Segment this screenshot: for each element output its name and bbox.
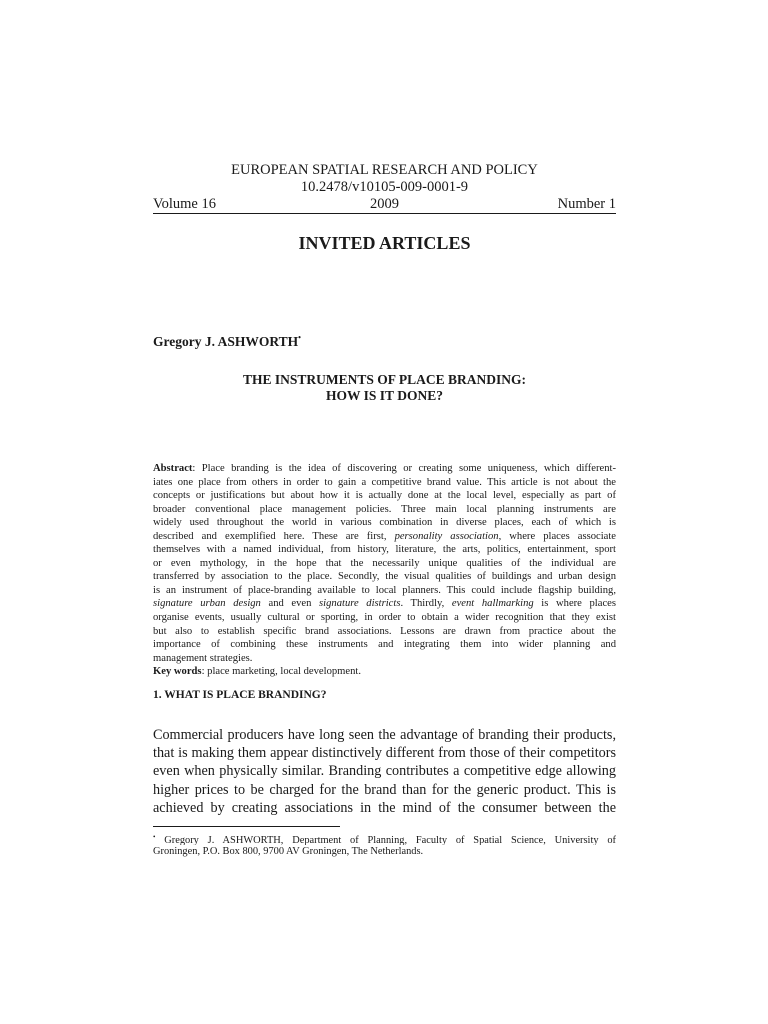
abstract-label: Abstract bbox=[153, 463, 193, 474]
abstract-italic-term: event hallmarking bbox=[451, 598, 534, 610]
keywords-text: : place marketing, local development. bbox=[201, 666, 361, 678]
abstract-line bbox=[153, 625, 616, 639]
section-heading: 1. WHAT IS PLACE BRANDING? bbox=[153, 689, 327, 701]
abstract-line bbox=[153, 597, 616, 611]
footnote-line bbox=[153, 831, 616, 845]
section-title: INVITED ARTICLES bbox=[298, 233, 471, 253]
abstract-line bbox=[153, 557, 616, 571]
abstract-line bbox=[153, 584, 616, 598]
abstract-text: . Thirdly, bbox=[400, 598, 452, 610]
keywords-label: Key words bbox=[153, 666, 202, 678]
abstract-line bbox=[153, 570, 616, 584]
abstract-line bbox=[153, 462, 616, 476]
abstract-text: concepts or justifications but about how it is actually done at the local level, especially as part of bbox=[153, 490, 616, 502]
journal-masthead bbox=[153, 162, 616, 214]
article-title bbox=[153, 372, 616, 404]
footnote-rule bbox=[153, 826, 340, 827]
footnote-mark: • bbox=[153, 833, 156, 841]
abstract-italic-term: signature districts bbox=[319, 598, 401, 610]
article-title-line-1: THE INSTRUMENTS OF PLACE BRANDING: bbox=[242, 372, 527, 387]
abstract-line bbox=[153, 516, 616, 530]
abstract-text: transferred by association to the place. Secondly, the visual qualities of buildings and urban design bbox=[153, 571, 616, 583]
footnote-text: Gregory J. ASHWORTH, Department of Planning, Faculty of Spatial Science, University of bbox=[155, 835, 616, 845]
article-title-line-2: HOW IS IT DONE? bbox=[326, 388, 443, 403]
abstract-text: organise events, usually cultural or sporting, in order to obtain a wider recognition that they exist bbox=[153, 612, 616, 624]
author-name bbox=[153, 333, 301, 350]
abstract-text: and even bbox=[260, 598, 320, 610]
body-line: Commercial producers have long seen the advantage of branding their products, bbox=[153, 727, 616, 743]
footnote bbox=[153, 831, 616, 858]
author-footnote-mark: • bbox=[298, 333, 301, 342]
abstract-line bbox=[153, 611, 616, 625]
abstract bbox=[153, 462, 616, 679]
abstract-italic-term: signature urban design bbox=[153, 598, 261, 610]
abstract-line bbox=[153, 530, 616, 544]
abstract-text: : Place branding is the idea of discovering or creating some uniqueness, which different- bbox=[192, 463, 616, 474]
abstract-text: management strategies. bbox=[153, 652, 253, 664]
journal-name: EUROPEAN SPATIAL RESEARCH AND POLICY bbox=[231, 162, 538, 178]
abstract-text: , where places associate bbox=[498, 530, 616, 542]
year-label: 2009 bbox=[370, 196, 399, 212]
abstract-text: broader conventional place management policies. Three main local planning instruments are bbox=[153, 503, 616, 515]
masthead-rule bbox=[153, 213, 616, 214]
body-line: even when physically similar. Branding contributes a competitive edge allowing bbox=[153, 763, 616, 780]
body-line: that is making them appear distinctively different from those of their competitors bbox=[153, 745, 616, 762]
issue-row bbox=[153, 196, 616, 214]
abstract-line bbox=[153, 476, 616, 490]
author-name-text: Gregory J. ASHWORTH bbox=[153, 334, 299, 349]
abstract-line bbox=[153, 489, 616, 503]
abstract-text: described and exemplified here. These are first, bbox=[153, 530, 395, 542]
abstract-italic-term: personality association bbox=[394, 530, 499, 542]
body-line: achieved by creating associations in the mind of the consumer between the bbox=[153, 799, 616, 816]
abstract-line bbox=[153, 503, 616, 517]
abstract-text: or even mythology, in the hope that the necessarily unique qualities of the individual are bbox=[153, 557, 616, 569]
number-label: Number 1 bbox=[557, 196, 616, 212]
abstract-line bbox=[153, 638, 616, 652]
abstract-text: importance of combining these instruments and integrating them into wider planning and bbox=[153, 639, 616, 651]
footnote-line: Groningen, P.O. Box 800, 9700 AV Groningen, The Netherlands. bbox=[153, 845, 424, 857]
body-paragraph bbox=[153, 726, 616, 817]
abstract-text: but also to establish specific brand associations. Lessons are drawn from practice about the bbox=[153, 625, 616, 637]
abstract-text: iates one place from others in order to gain a competitive brand value. This article is not about the bbox=[153, 476, 616, 488]
keywords-line bbox=[153, 665, 616, 679]
abstract-line bbox=[153, 652, 616, 666]
abstract-text: widely used throughout the world in various combination in diverse places, each of which is bbox=[153, 517, 616, 529]
abstract-text: themselves with a named individual, from history, literature, the arts, politics, entertainment, sport bbox=[153, 544, 616, 556]
abstract-text: is where places bbox=[533, 598, 616, 610]
abstract-line bbox=[153, 543, 616, 557]
journal-doi: 10.2478/v10105-009-0001-9 bbox=[300, 179, 469, 195]
abstract-text: is an instrument of place-branding available to local planners. This could include flagship building, bbox=[153, 584, 616, 596]
body-line: higher prices to be charged for the brand than for the generic product. This is bbox=[153, 781, 616, 798]
volume-label: Volume 16 bbox=[153, 196, 216, 212]
